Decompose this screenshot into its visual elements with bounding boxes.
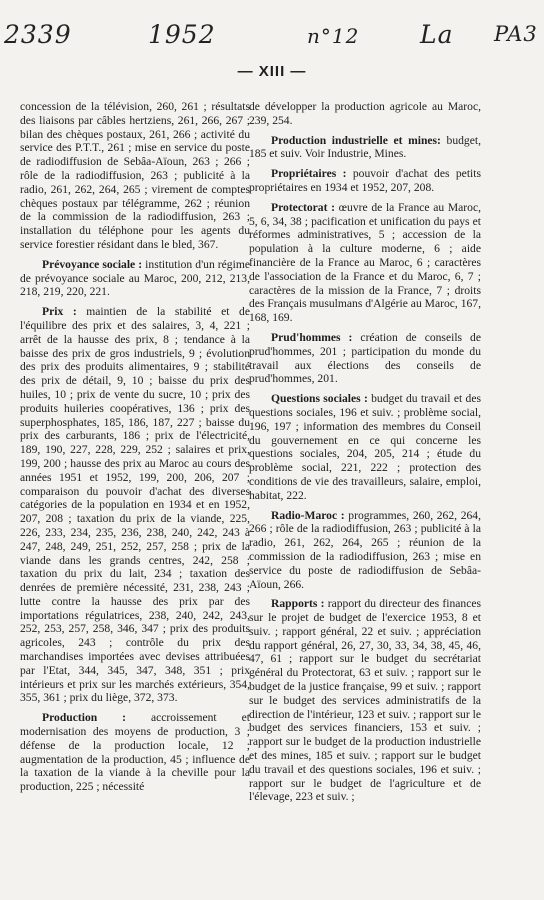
left-column (20, 100, 250, 800)
index-entry: Protectorat : œuvre de la France au Maroc, 5, 6, 34, 38 ; pacification et unification du pays et réformes administratives, 5 ; accession de la population à la culture moderne, 6 ; aide financière de la France au Maroc, 6 ; caractères de l'association de la France et du Maroc, 6, 7 ; caractères de la mission de la France, 7 ; droits des Français musulmans d'Algérie au Maroc, 167, 168, 169. (249, 200, 481, 325)
index-entry: Questions sociales : budget du travail et des questions sociales, 196 et suiv. ; problème social, 196, 197 ; information des membres du Conseil du gouvernement en ce qui concerne les questions sociales, 204, 205, 214 ; étude du problème social, 221, 222 ; protection des conditions de vie des travailleurs, salaire, emploi, habitat, 222. (249, 392, 481, 502)
entry-heading: Questions sociales : (271, 392, 368, 406)
index-entry: Rapports : rapport du directeur des finances sur le projet de budget de l'exercice 1953, 8 et suiv. ; rapport général, 22 et suiv. ; appréciation du rapport général, 26, 27, 30, 33, 34, 38, 45, 46, 47, 61 ; rapport sur le budget du secrétariat général du Protectorat, 63 et suiv. ; rapport sur le budget de la justice française, 99 et suiv. ; rapport sur le budget des services administratifs de la direction de l'intérieur, 123 et suiv. ; rapport sur le budget des services financiers, 153 et suiv. ; rapport sur le budget de la production industrielle et des mines, 185 et suiv. ; rapport sur le budget du travail et des questions sociales, 196 et suiv. ; rapport sur le budget de l'agriculture et de l'élevage, 223 et suiv. ; (249, 597, 482, 804)
index-entry: Prud'hommes : création de conseils de prud'hommes, 201 ; participation du monde du travail aux élections des conseils de prud'hommes, 201. (249, 330, 481, 386)
handwritten-code: PA3 (494, 22, 538, 46)
index-entry: Prévoyance sociale : institution d'un régime de prévoyance sociale au Maroc, 200, 212, 213, 218, 219, 220, 221. (20, 257, 250, 299)
handwritten-note-la: La (420, 20, 454, 49)
handwritten-issue-number: n°12 (307, 24, 360, 48)
index-entry: Propriétaires : pouvoir d'achat des petits propriétaires en 1934 et 1952, 207, 208. (249, 167, 481, 194)
handwritten-archive-number: 2339 (4, 20, 72, 49)
index-entry: de développer la production agricole au Maroc, 239, 254. (249, 100, 481, 127)
entry-heading: Radio-Maroc : (271, 508, 345, 522)
entry-heading: Prix : (42, 305, 77, 319)
right-column (249, 100, 481, 810)
index-entry: Production industrielle et mines: budget, 185 et suiv. Voir Industrie, Mines. (249, 133, 481, 161)
entry-heading: Protectorat : (271, 200, 335, 214)
entry-heading: Production : (42, 711, 127, 725)
entry-heading: Prud'hommes : (271, 330, 353, 344)
entry-heading: Production industrielle et mines: (271, 133, 441, 147)
index-entry: Radio-Maroc : programmes, 260, 262, 264, 266 ; rôle de la radiodiffusion, 263 ; publicité à la radio, 261, 262, 264, 265 ; réunion de la commission de la radiodiffusion, 263 ; mise en service du poste de radiodiffusion de Sebâa-Aïoun, 266. (249, 508, 482, 591)
entry-heading: Prévoyance sociale : (42, 257, 143, 271)
index-entry: Prix : maintien de la stabilité et de l'équilibre des prix et des salaires, 3, 4, 221 ; arrêt de la hausse des prix, 8 ; tendance à la baisse des prix de gros industriels, 9 ; évolution des prix des produits alimentaires, 9 ; stabilité des prix de détail, 9, 10 ; baisse du prix des huiles, 10 ; prix de vente du sucre, 10 ; prix des produits huileries coopératives, 136 ; prix des superphosphates, 185, 186, 187, 227 ; baisse du prix des carburants, 186 ; prix de l'électricité, 189, 190, 227, 228, 229, 252 ; salaires et prix, 199, 200 ; hausse des prix au Maroc au cours des années 1951 et 1952, 199, 200, 206, 207 ; comparaison du pouvoir d'achat des diverses catégories de la population en 1934 et en 1952, 207, 208 ; taxation du prix de la viande, 225, 226, 233, 234, 235, 236, 238, 240, 242, 243 à 247, 248, 249, 251, 252, 257, 258 ; prix de la viande dans les grands centres, 242, 258 ; taxation du prix du lait, 234 ; taxation des denrées de première nécessité, 231, 238, 243 ; lutte contre la hausse des prix par des importations régulatrices, 238, 240, 242, 243, 252, 253, 257, 258, 346, 347 ; prix des produits agricoles, 243 ; contrôle du prix des marchandises importées avec devises attribuées par l'Etat, 344, 345, 347, 348, 351 ; prix intérieurs et prix sur les marchés extérieurs, 354, 355, 361 ; prix du liège, 372, 373. (20, 305, 250, 705)
entry-heading: Rapports : (271, 597, 325, 611)
entry-heading: Propriétaires : (271, 167, 347, 181)
index-entry: concession de la télévision, 260, 261 ; résultats des liaisons par câbles hertziens, 261, 266, 267 ; bilan des chèques postaux, 261, 266 ; activité du service des P.T.T., 261 ; mise en service du poste de radiodiffusion de Sebâa-Aïoun, 263 ; 266 ; rôle de la radiodiffusion, 263 ; publicité à la radio, 261, 262, 264, 265 ; virement de comptes chèques postaux par télégramme, 262 ; réunion de la commission de la radiodiffusion, 263 ; installation du téléphone pour les agents du service forestier résidant dans le bled, 367. (20, 100, 250, 251)
handwritten-year: 1952 (148, 20, 216, 49)
index-entry: Production : accroissement et modernisation des moyens de production, 3 ; défense de la production locale, 12 ; augmentation de la production, 45 ; influence de la taxation de la viande à la cheville pour la production, 225 ; nécessité (20, 711, 250, 794)
page-number: — XIII — (237, 63, 307, 80)
